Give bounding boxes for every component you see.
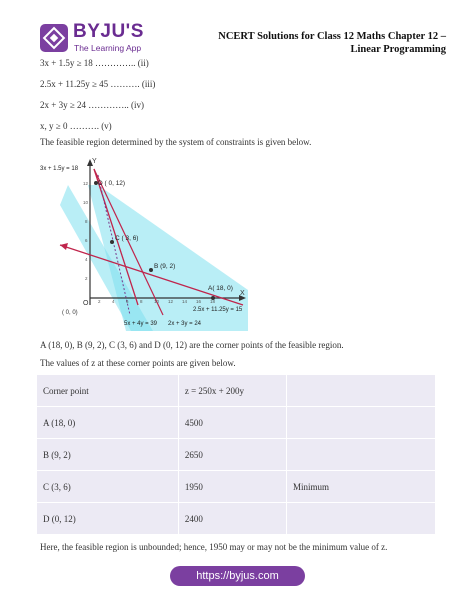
table-row [37,503,436,535]
byjus-logo [40,21,144,54]
table-cell: C (3, 6) [37,471,179,503]
label-5x-4y: 5x + 4y = 39 [124,321,158,327]
x-tick-14: 14 [182,299,188,304]
table-cell: Minimum [287,471,436,503]
table-header-cell [287,375,436,407]
y-tick-8: 8 [85,219,88,224]
x-tick-8: 8 [140,299,143,304]
x-tick-10: 10 [154,299,160,304]
point-c [110,240,114,244]
label-point-d: D ( 0, 12) [98,180,126,187]
intro-text: The feasible region determined by the system of constraints is given below. [40,137,312,147]
table-cell: B (9, 2) [37,439,179,471]
table-row [37,439,436,471]
table-cell: 1950 [178,471,286,503]
label-point-b: B (9, 2) [154,263,176,270]
constraint-v: x, y ≥ 0 ………. (v) [40,121,112,131]
label-2x-3y: 2x + 3y = 24 [168,321,202,327]
brand-name: BYJU'S [73,21,144,42]
constraint-iii: 2.5x + 11.25y ≥ 45 ………. (iii) [40,79,156,89]
origin-label: O [83,300,89,307]
values-text: The values of z at these corner points are given below. [40,358,236,368]
label-2-5x-11-25y: 2.5x + 11.25y = 15 [193,307,243,313]
label-3x-1-5y: 3x + 1.5y = 18 [40,166,79,172]
label-point-a: A( 18, 0) [208,285,233,292]
y-tick-12: 12 [83,181,89,186]
x-tick-18: 18 [210,299,216,304]
x-tick-16: 16 [196,299,202,304]
table-cell: 2400 [178,503,286,535]
y-axis-label: Y [92,158,97,165]
x-tick-12: 12 [168,299,174,304]
footer-url-link[interactable]: https://byjus.com [170,566,305,586]
corner-points-text: A (18, 0), B (9, 2), C (3, 6) and D (0, 12) are the corner points of the feasible region. [40,340,344,350]
y-tick-10: 10 [83,200,89,205]
x-axis-label: X [240,290,245,297]
table-header-cell: z = 250x + 200y [178,375,286,407]
arrow-left-icon [60,243,68,250]
y-tick-6: 6 [85,238,88,243]
x-tick-6: 6 [126,299,129,304]
x-tick-4: 4 [112,299,115,304]
constraint-iv: 2x + 3y ≥ 24 ………….. (iv) [40,100,145,110]
table-row [37,407,436,439]
brand-tagline: The Learning App [74,43,142,53]
x-tick-2: 2 [98,299,101,304]
label-point-c: C ( 3, 6) [115,235,139,242]
conclusion-text: Here, the feasible region is unbounded; hence, 1950 may or may not be the minimum value of z. [40,542,388,552]
corner-points-table [36,374,436,535]
table-cell [287,439,436,471]
constraint-ii: 3x + 1.5y ≥ 18 ………….. (ii) [40,58,149,68]
table-header-row [37,375,436,407]
table-cell [287,503,436,535]
y-tick-4: 4 [85,257,88,262]
byjus-badge-icon [40,24,68,52]
page-title: NCERT Solutions for Class 12 Maths Chapter 12 – Linear Programming [218,31,446,55]
table-cell: A (18, 0) [37,407,179,439]
y-tick-2: 2 [85,276,88,281]
origin-coord: ( 0, 0) [62,310,78,316]
table-cell [287,407,436,439]
table-cell: 4500 [178,407,286,439]
table-header-cell: Corner point [37,375,179,407]
table-cell: 2650 [178,439,286,471]
feasible-region-graph [38,155,256,331]
table-cell: D (0, 12) [37,503,179,535]
point-b [149,268,153,272]
table-row [37,471,436,503]
